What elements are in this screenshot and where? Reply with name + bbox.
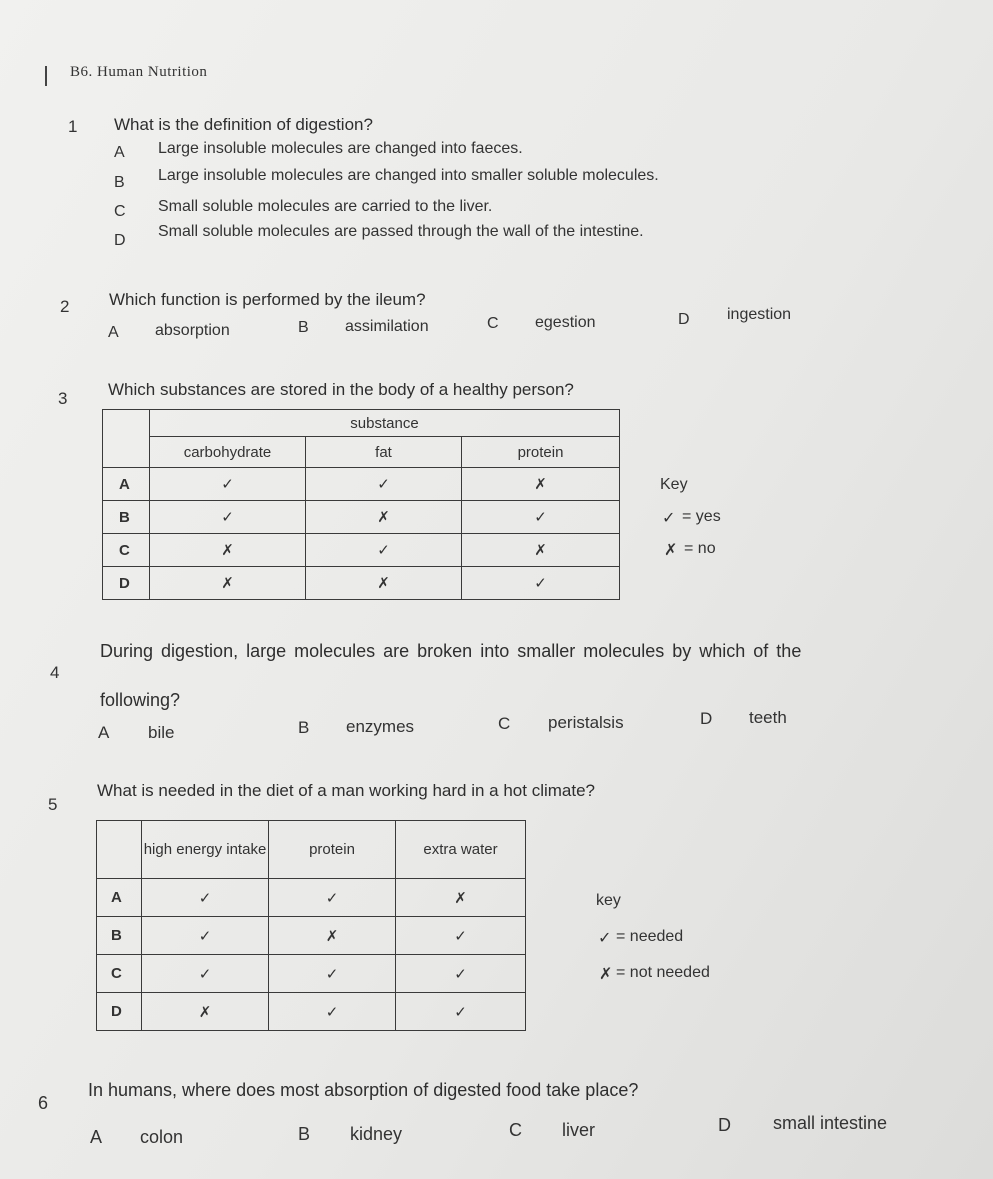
- q4-option-a-letter[interactable]: A: [98, 723, 110, 742]
- q5-key-no-symbol: ✗: [599, 966, 613, 983]
- row-label: B: [97, 917, 142, 955]
- q6-option-d-text[interactable]: small intestine: [773, 1113, 888, 1133]
- table-cell: ✗: [306, 501, 462, 534]
- q2-number: 2: [60, 297, 70, 316]
- q4-text-line1: During digestion, large molecules are broken into smaller molecules by which of the: [100, 641, 802, 661]
- q1-option-d-text[interactable]: Small soluble molecules are passed through the wall of the intestine.: [158, 223, 644, 240]
- q1-number: 1: [68, 117, 78, 136]
- q4-option-d-text[interactable]: teeth: [749, 708, 787, 727]
- table-cell: ✓: [269, 993, 396, 1031]
- table-cell: ✓: [462, 501, 620, 534]
- table-row: [103, 468, 620, 501]
- q2-option-d-text[interactable]: ingestion: [727, 306, 792, 323]
- q1-option-a-text[interactable]: Large insoluble molecules are changed into faeces.: [158, 140, 523, 157]
- q6-option-a-text[interactable]: colon: [140, 1127, 184, 1147]
- q5-table: [96, 820, 526, 1031]
- table-cell: ✓: [150, 501, 306, 534]
- q6-text: In humans, where does most absorption of digested food take place?: [88, 1080, 639, 1100]
- q4-option-d-letter[interactable]: D: [700, 709, 713, 728]
- q3-col-header: carbohydrate: [150, 437, 306, 468]
- q2-option-b-letter[interactable]: B: [298, 319, 309, 336]
- q1-option-a-letter[interactable]: A: [114, 144, 125, 161]
- table-cell: ✗: [150, 567, 306, 600]
- q3-number: 3: [58, 389, 68, 408]
- table-cell: ✗: [142, 993, 269, 1031]
- q1-option-b-letter[interactable]: B: [114, 174, 125, 191]
- q1-text: What is the definition of digestion?: [114, 115, 373, 134]
- margin-bar: [45, 66, 47, 86]
- table-row: [97, 993, 526, 1031]
- row-label: B: [103, 501, 150, 534]
- q3-key-no-symbol: ✗: [664, 542, 678, 559]
- table-cell: ✗: [150, 534, 306, 567]
- q3-table: [102, 409, 620, 600]
- q6-option-b-letter[interactable]: B: [298, 1124, 311, 1144]
- table-row: [97, 955, 526, 993]
- q3-col-header: protein: [462, 437, 620, 468]
- q5-col-header: high energy intake: [142, 821, 269, 879]
- q5-key-yes: = needed: [616, 928, 684, 945]
- table-cell: ✓: [269, 879, 396, 917]
- table-cell: ✓: [396, 993, 526, 1031]
- q6-option-b-text[interactable]: kidney: [350, 1124, 403, 1144]
- q5-col-header: protein: [269, 821, 396, 879]
- row-label: A: [97, 879, 142, 917]
- q1-option-b-text[interactable]: Large insoluble molecules are changed into smaller soluble molecules.: [158, 167, 659, 184]
- q5-col-header: extra water: [396, 821, 526, 879]
- table-cell: ✓: [396, 955, 526, 993]
- row-label: C: [97, 955, 142, 993]
- q4-option-a-text[interactable]: bile: [148, 723, 175, 742]
- table-cell: ✓: [396, 917, 526, 955]
- q2-option-a-text[interactable]: absorption: [155, 322, 230, 339]
- q1-option-d-letter[interactable]: D: [114, 232, 126, 249]
- table-cell: ✓: [150, 468, 306, 501]
- table-row: [103, 534, 620, 567]
- table-row: [97, 879, 526, 917]
- q2-option-c-text[interactable]: egestion: [535, 314, 596, 331]
- q4-option-b-text[interactable]: enzymes: [346, 717, 415, 736]
- q4-option-c-text[interactable]: peristalsis: [548, 713, 624, 732]
- table-cell: ✗: [306, 567, 462, 600]
- q1-option-c-letter[interactable]: C: [114, 203, 126, 220]
- section-title: B6. Human Nutrition: [70, 64, 208, 80]
- q2-option-c-letter[interactable]: C: [487, 315, 499, 332]
- table-row: [103, 567, 620, 600]
- table-cell: ✓: [142, 879, 269, 917]
- q3-table-corner: [103, 410, 150, 468]
- table-cell: ✓: [306, 534, 462, 567]
- table-cell: ✗: [462, 534, 620, 567]
- table-cell: ✓: [462, 567, 620, 600]
- q6-option-d-letter[interactable]: D: [718, 1115, 731, 1135]
- q6-number: 6: [38, 1093, 49, 1113]
- q3-key-title: Key: [660, 476, 688, 493]
- table-cell: ✗: [396, 879, 526, 917]
- table-row: [103, 501, 620, 534]
- q5-key-title: key: [596, 892, 621, 909]
- q5-text: What is needed in the diet of a man working hard in a hot climate?: [97, 781, 596, 800]
- q6-option-a-letter[interactable]: A: [90, 1127, 103, 1147]
- row-label: C: [103, 534, 150, 567]
- q4-option-b-letter[interactable]: B: [298, 718, 310, 737]
- table-cell: ✓: [142, 955, 269, 993]
- row-label: A: [103, 468, 150, 501]
- q2-option-d-letter[interactable]: D: [678, 311, 690, 328]
- q4-option-c-letter[interactable]: C: [498, 714, 511, 733]
- q1-option-c-text[interactable]: Small soluble molecules are carried to the liver.: [158, 198, 493, 215]
- q5-key-yes-symbol: ✓: [598, 930, 612, 947]
- row-label: D: [103, 567, 150, 600]
- q3-text: Which substances are stored in the body of a healthy person?: [108, 380, 574, 399]
- row-label: D: [97, 993, 142, 1031]
- q3-key-yes: = yes: [682, 508, 721, 525]
- table-cell: ✓: [306, 468, 462, 501]
- q2-option-a-letter[interactable]: A: [108, 324, 119, 341]
- q6-option-c-text[interactable]: liver: [562, 1120, 596, 1140]
- q5-number: 5: [48, 795, 58, 814]
- table-cell: ✗: [462, 468, 620, 501]
- q3-key-yes-symbol: ✓: [662, 510, 676, 527]
- table-cell: ✓: [269, 955, 396, 993]
- table-row: [97, 917, 526, 955]
- q4-text-line2: following?: [100, 690, 181, 710]
- table-cell: ✓: [142, 917, 269, 955]
- q5-table-corner: [97, 821, 142, 879]
- q3-table-group-header: substance: [150, 410, 620, 437]
- table-cell: ✗: [269, 917, 396, 955]
- q6-option-c-letter[interactable]: C: [509, 1120, 522, 1140]
- q3-key-no: = no: [684, 540, 716, 557]
- q2-option-b-text[interactable]: assimilation: [345, 318, 429, 335]
- q5-key-no: = not needed: [616, 964, 710, 981]
- q4-number: 4: [50, 663, 60, 682]
- q2-text: Which function is performed by the ileum?: [109, 290, 426, 309]
- q3-col-header: fat: [306, 437, 462, 468]
